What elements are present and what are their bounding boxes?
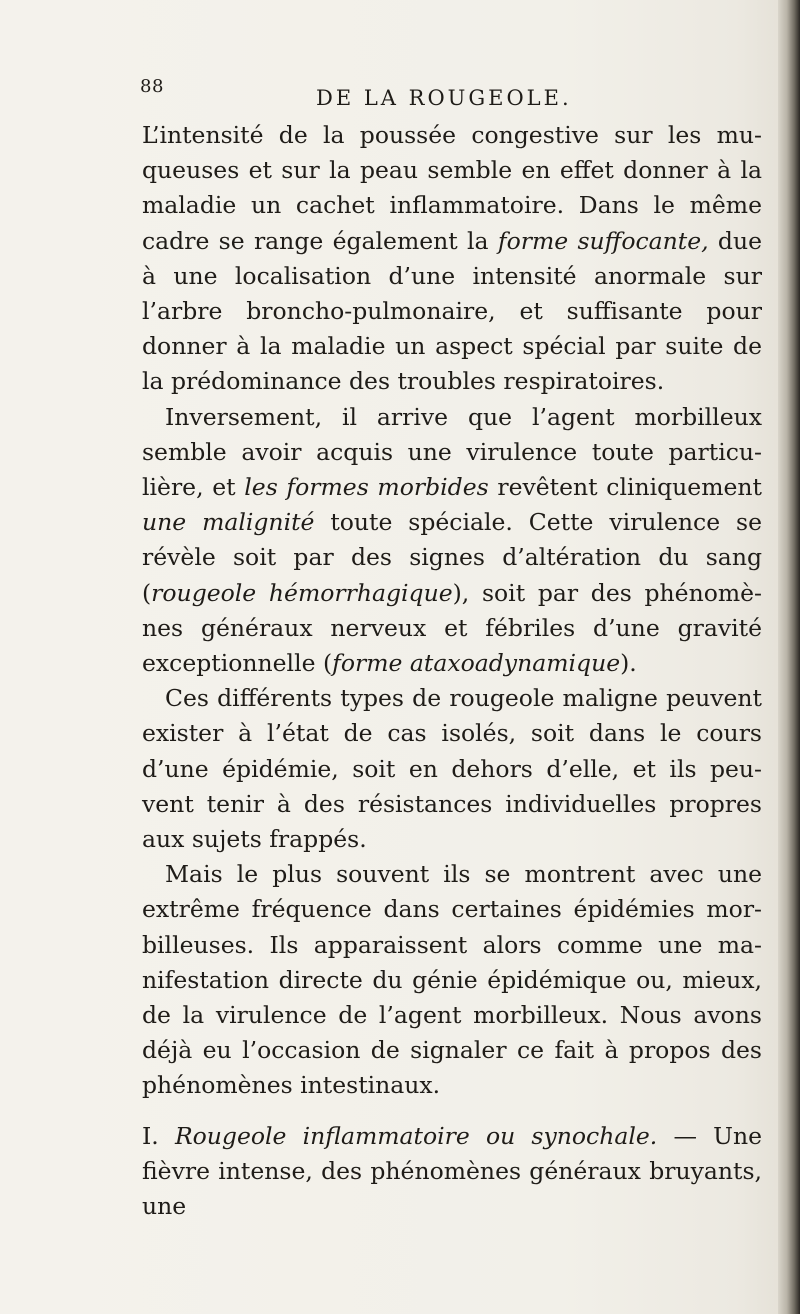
section-heading-paragraph (142, 1119, 762, 1225)
paragraph-3 (142, 681, 762, 857)
text-run: — Une fièvre intense, des phénomènes généraux bruyants, une (142, 1121, 762, 1221)
italic-term: forme ataxoadynamique (332, 649, 621, 678)
text-run: due à une localisation d’une intensité anormale sur l’arbre broncho-pulmonaire, et suffisante pour donner à la maladie un aspect spécial par suite de la prédominance des troubles respiratoires. (142, 226, 762, 396)
italic-term: forme suffocante, (497, 226, 709, 255)
paragraph-2 (142, 400, 762, 682)
text-run: Mais le plus souvent ils se montrent avec une extrême fréquence dans certaines épidémies mor-billeuses. Ils apparaissent alors comme une ma-nifestation directe du génie épidémique ou, mieux, de la virulence de l’agent morbilleux. Nous avons déjà eu l’occasion de signaler ce fait à propos des phénomènes intestinaux. (142, 860, 762, 1100)
running-head: DE LA ROUGEOLE. (316, 86, 572, 110)
italic-heading: Rougeole inflammatoire ou synochale. (174, 1121, 658, 1150)
italic-term: rougeole hémorrhagique (151, 578, 453, 607)
paragraph-4 (142, 857, 762, 1103)
text-run: L’intensité de la poussée congestive sur les mu-queuses et sur la peau semble en effet donner à la maladie un cachet inflammatoire. Dans le même cadre se range également la (142, 121, 762, 255)
italic-term: une malignité (142, 508, 315, 537)
page-number: 88 (140, 76, 164, 97)
text-run: revêtent cliniquement (488, 473, 762, 502)
text-run: I. (142, 1121, 175, 1150)
text-run: Ces différents types de rougeole maligne peuvent exister à l’état de cas isolés, soit dans le cours d’une épidémie, soit en dehors d’elle, et ils peu-vent tenir à des résistances individuelles propres aux sujets frappés. (142, 684, 762, 854)
italic-term: les formes morbides (244, 473, 489, 502)
page-body (142, 118, 762, 1224)
text-run: toute spéciale. Cette virulence se révèle soit par des signes d’altération du sang ( (142, 508, 762, 607)
page-edge-shadow (778, 0, 800, 1314)
text-run: Inversement, il arrive que l’agent morbilleux semble avoir acquis une virulence toute particu-lière, et (142, 402, 762, 502)
paragraph-1 (142, 118, 762, 400)
text-run: ), soit par des phénomè-nes généraux nerveux et fébriles d’une gravité exceptionnelle ( (142, 578, 762, 678)
text-run: ). (620, 649, 637, 678)
